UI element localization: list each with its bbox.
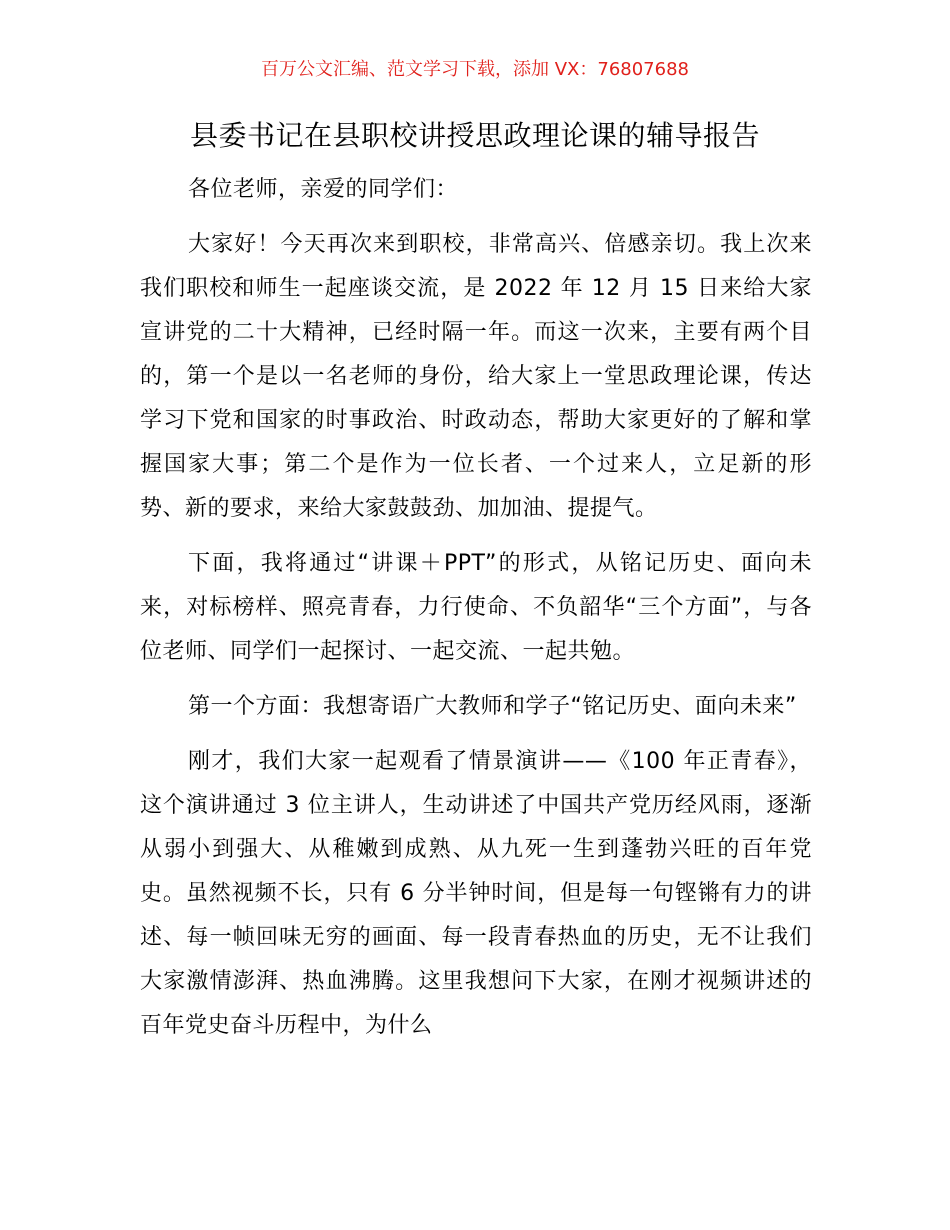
document-title: 县委书记在县职校讲授思政理论课的辅导报告	[189, 119, 760, 152]
body-paragraph: 大家好！今天再次来到职校，非常高兴、倍感亲切。我上次来我们职校和师生一起座谈交流，是 2022 年 12 月 15 日来给大家宣讲党的二十大精神，已经时隔一年。而这一次来，主要有两个目的，第一个是以一名老师的身份，给大家上一堂思政理论课，传达学习下党和国家的时事政治、时政动态，帮助大家更好的了解和掌握国家大事；第二个是作为一位长者、一个过来人，立足新的形势、新的要求，来给大家鼓鼓劲、加加油、提提气。	[140, 232, 812, 521]
document-body	[140, 168, 812, 1059]
body-paragraph: 刚才，我们大家一起观看了情景演讲——《100 年正青春》，这个演讲通过 3 位主讲人，生动讲述了中国共产党历经风雨，逐渐从弱小到强大、从稚嫩到成熟、从九死一生到蓬勃兴旺的百年党史。虽然视频不长，只有 6 分半钟时间，但是每一句铿锵有力的讲述、每一帧回味无穷的画面、每一段青春热血的历史，无不让我们大家激情澎湃、热血沸腾。这里我想问下大家，在刚才视频讲述的百年党史奋斗历程中，为什么	[140, 749, 812, 1038]
body-paragraph: 下面，我将通过“讲课＋PPT”的形式，从铭记历史、面向未来，对标榜样、照亮青春，力行使命、不负韶华“三个方面”，与各位老师、同学们一起探讨、一起交流、一起共勉。	[140, 551, 812, 664]
salutation: 各位老师，亲爱的同学们：	[188, 177, 459, 202]
section-heading: 第一个方面：我想寄语广大教师和学子“铭记历史、面向未来”	[188, 694, 797, 719]
header-banner: 百万公文汇编、范文学习下载，添加 VX：76807688	[261, 59, 689, 80]
